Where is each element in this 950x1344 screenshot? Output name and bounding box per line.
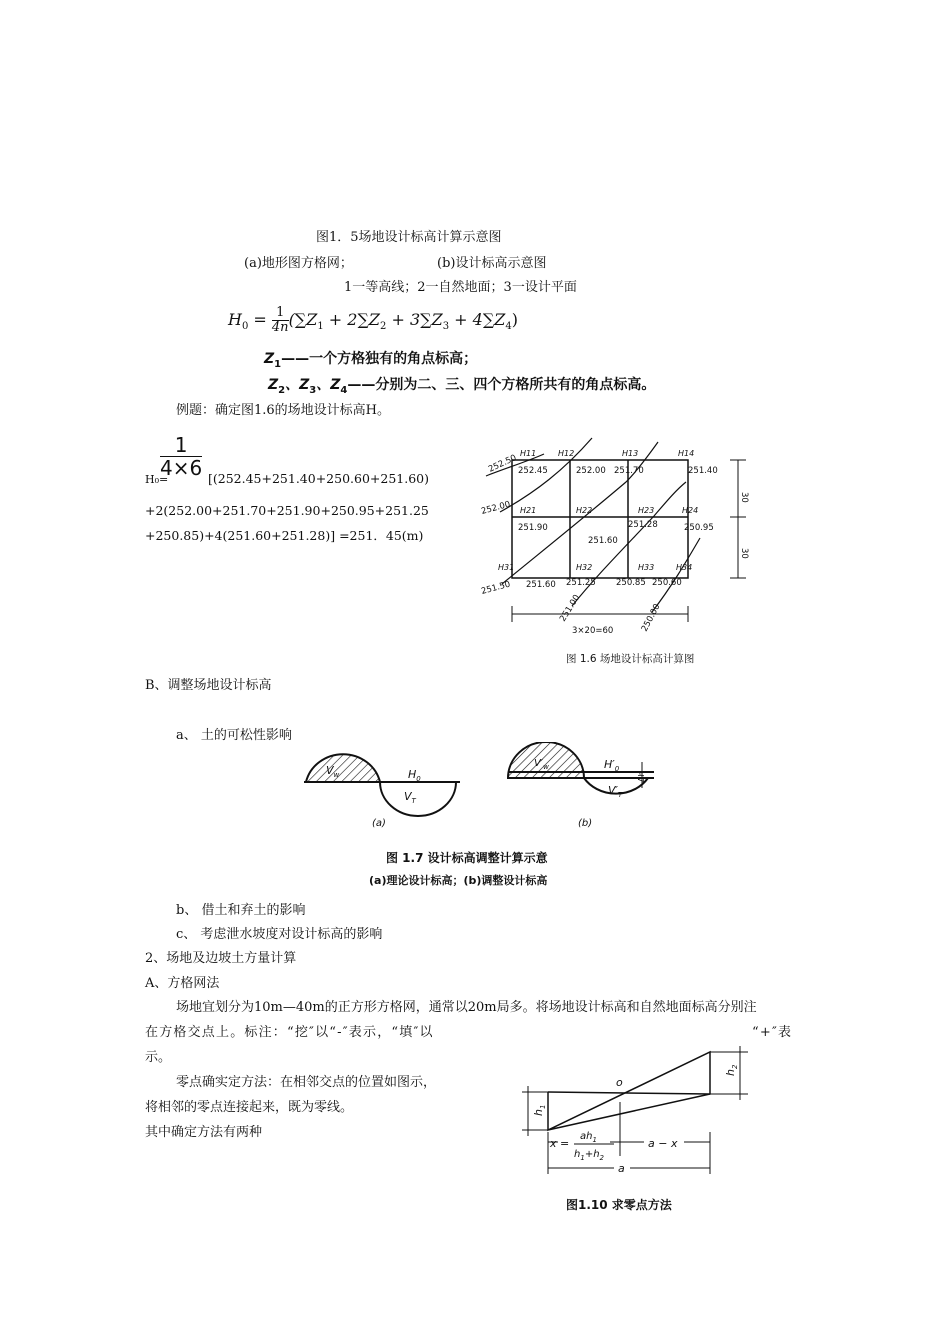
formula-s1: 1 bbox=[317, 321, 324, 333]
formula-close: ) bbox=[511, 310, 518, 329]
def-z1-sym: Z bbox=[264, 351, 275, 367]
fig17-caption: 图 1.7 设计标高调整计算示意 bbox=[386, 851, 548, 865]
node-h24: H24 bbox=[682, 506, 699, 515]
contour-label-3: 251.00 bbox=[558, 593, 583, 624]
item-a: a、 土的可松性影响 bbox=[176, 728, 292, 743]
fig16-grid-diagram bbox=[476, 436, 756, 672]
def-z3: 、Z bbox=[285, 377, 310, 393]
fig17-vt: $V_T$ bbox=[404, 790, 416, 805]
fig15-sub-b: (b)设计标高示意图 bbox=[437, 256, 547, 271]
dim-y2: 30 bbox=[739, 548, 749, 559]
formula-lhs-sub: 0 bbox=[241, 321, 249, 333]
node-h33: H33 bbox=[638, 563, 655, 572]
value-h14: 251.40 bbox=[688, 466, 718, 476]
fig17-diagram bbox=[296, 742, 656, 834]
example-frac-den: 4×6 bbox=[160, 456, 203, 480]
dim-x: 3×20=60 bbox=[572, 626, 614, 636]
fig15-sub-a: (a)地形图方格网； bbox=[244, 256, 353, 271]
example-frac-num: 1 bbox=[160, 434, 202, 457]
value-h13: 251.70 bbox=[614, 466, 644, 476]
fig110-den: $h_1+h_2$ bbox=[574, 1149, 604, 1162]
def-z3-sub: 3 bbox=[309, 384, 317, 396]
example-line1: [(252.45+251.40+250.60+251.60) bbox=[208, 471, 430, 486]
def-z4: 、Z bbox=[316, 377, 341, 393]
formula-s2: 2 bbox=[380, 321, 387, 333]
value-h23: 251.28 bbox=[628, 520, 658, 530]
fig15-legend: 1一等高线；2一自然地面；3一设计平面 bbox=[344, 280, 577, 295]
section-b-heading: B、调整场地设计标高 bbox=[145, 678, 272, 693]
para2-line2: 将相邻的零点连接起来，既为零线。 bbox=[145, 1100, 354, 1115]
main-formula bbox=[228, 306, 518, 335]
formula-eq: = bbox=[248, 310, 272, 329]
def-z2: Z bbox=[268, 377, 279, 393]
fig16-caption: 图 1.6 场地设计标高计算图 bbox=[566, 653, 695, 665]
fig17-dh: Δh bbox=[637, 771, 646, 782]
fig110-caption: 图1.10 求零点方法 bbox=[566, 1198, 672, 1212]
def-z234-text: ——分别为二、三、四个方格所共有的角点标高。 bbox=[347, 377, 656, 393]
item-c: c、 考虑泄水坡度对设计标高的影响 bbox=[176, 927, 383, 942]
def-z1 bbox=[264, 350, 477, 374]
dim-y1: 30 bbox=[739, 492, 749, 503]
node-h12: H12 bbox=[558, 449, 575, 458]
formula-frac-den: 4n bbox=[271, 320, 289, 335]
node-h13: H13 bbox=[622, 449, 639, 458]
node-h21: H21 bbox=[520, 506, 537, 515]
def-z234 bbox=[268, 376, 655, 400]
value-h22: 251.60 bbox=[588, 536, 618, 546]
para2-line3: 其中确定方法有两种 bbox=[145, 1125, 263, 1140]
def-z4-sub: 4 bbox=[340, 384, 348, 396]
contour-label-2: 251.50 bbox=[480, 579, 512, 597]
value-h32: 251.25 bbox=[566, 578, 596, 588]
fig110-x-eq: x = bbox=[550, 1137, 570, 1150]
formula-term1: (∑Z bbox=[288, 310, 318, 329]
def-z2-sub: 2 bbox=[278, 384, 286, 396]
node-h11: H11 bbox=[520, 449, 537, 458]
section-2-heading: 2、场地及边坡土方量计算 bbox=[145, 951, 297, 966]
node-h23: H23 bbox=[638, 506, 655, 515]
para1-line3: 示。 bbox=[145, 1050, 172, 1065]
contour-label-0: 252.50 bbox=[487, 453, 519, 475]
value-h21: 251.90 bbox=[518, 523, 548, 533]
node-h32: H32 bbox=[576, 563, 593, 572]
contour-250-00 bbox=[652, 538, 700, 612]
fig110-o: o bbox=[616, 1076, 623, 1089]
para2-line1: 零点确实定方法：在相邻交点的位置如图示， bbox=[176, 1075, 437, 1090]
para1-line2b: “+″表 bbox=[752, 1025, 793, 1040]
fig15-caption: 图1．5场地设计标高计算示意图 bbox=[316, 230, 502, 245]
value-h12: 252.00 bbox=[576, 466, 606, 476]
para1-line2a: 在方格交点上。标注：“挖″以“-″表示，“填″以 bbox=[145, 1025, 434, 1040]
node-h14: H14 bbox=[678, 449, 695, 458]
fig110-h1: $h_1$ bbox=[532, 1104, 547, 1116]
fig17-label-b: (b) bbox=[578, 818, 593, 829]
formula-s4: 4 bbox=[505, 321, 512, 333]
fig110-a-minus-x: a − x bbox=[648, 1137, 678, 1150]
node-h34: H34 bbox=[676, 563, 693, 572]
node-h31: H31 bbox=[498, 563, 515, 572]
node-h22: H22 bbox=[576, 506, 593, 515]
para1-line1: 场地宜划分为10m—40m的正方形方格网，通常以20m局多。将场地设计标高和自然地面标高分别注 bbox=[176, 1000, 757, 1015]
fig110-a: a bbox=[618, 1162, 625, 1175]
value-h34: 250.60 bbox=[652, 578, 682, 588]
fig17-vw: $V_w$ bbox=[326, 764, 340, 779]
example-h0-label: H₀= bbox=[145, 473, 169, 486]
formula-lhs: H bbox=[228, 310, 242, 329]
fig110-h2: $h_2$ bbox=[724, 1064, 739, 1076]
formula-term2: + 2∑Z bbox=[323, 310, 381, 329]
formula-term4: + 4∑Z bbox=[449, 310, 506, 329]
section-a-heading: A、方格网法 bbox=[145, 976, 220, 991]
example-line3: +250.85)+4(251.60+251.28)] =251．45(m) bbox=[145, 528, 424, 543]
fig17-label-a: (a) bbox=[372, 818, 386, 829]
value-h11: 252.45 bbox=[518, 466, 548, 476]
item-b: b、 借土和弃土的影响 bbox=[176, 903, 306, 918]
def-z1-text: ——一个方格独有的角点标高； bbox=[281, 351, 478, 367]
fig17-h0: $H_0$ bbox=[408, 768, 421, 783]
example-intro: 例题：确定图1.6的场地设计标高H。 bbox=[176, 403, 391, 418]
value-h31: 251.60 bbox=[526, 580, 556, 590]
fig110-diagram bbox=[518, 1040, 758, 1180]
fig110-num: $ah_1$ bbox=[580, 1131, 597, 1144]
fig17-vtp: $V'_T$ bbox=[608, 784, 623, 799]
formula-term3: + 3∑Z bbox=[386, 310, 443, 329]
fig17-subcaption: (a)理论设计标高；(b)调整设计标高 bbox=[369, 874, 548, 887]
def-z1-sub: 1 bbox=[274, 358, 282, 370]
formula-s3: 3 bbox=[442, 321, 450, 333]
contour-label-1: 252.00 bbox=[480, 499, 512, 517]
fig17-vwp: $V'_w$ bbox=[534, 758, 549, 771]
formula-fraction bbox=[272, 306, 289, 335]
value-h24: 250.95 bbox=[684, 523, 714, 533]
example-line2: +2(252.00+251.70+251.90+250.95+251.25 bbox=[145, 503, 429, 518]
value-h33: 250.85 bbox=[616, 578, 646, 588]
contour-label-4: 250.00 bbox=[639, 602, 663, 634]
fig17-h0p: $H'_0$ bbox=[604, 758, 620, 773]
formula-frac-num: 1 bbox=[272, 306, 289, 321]
